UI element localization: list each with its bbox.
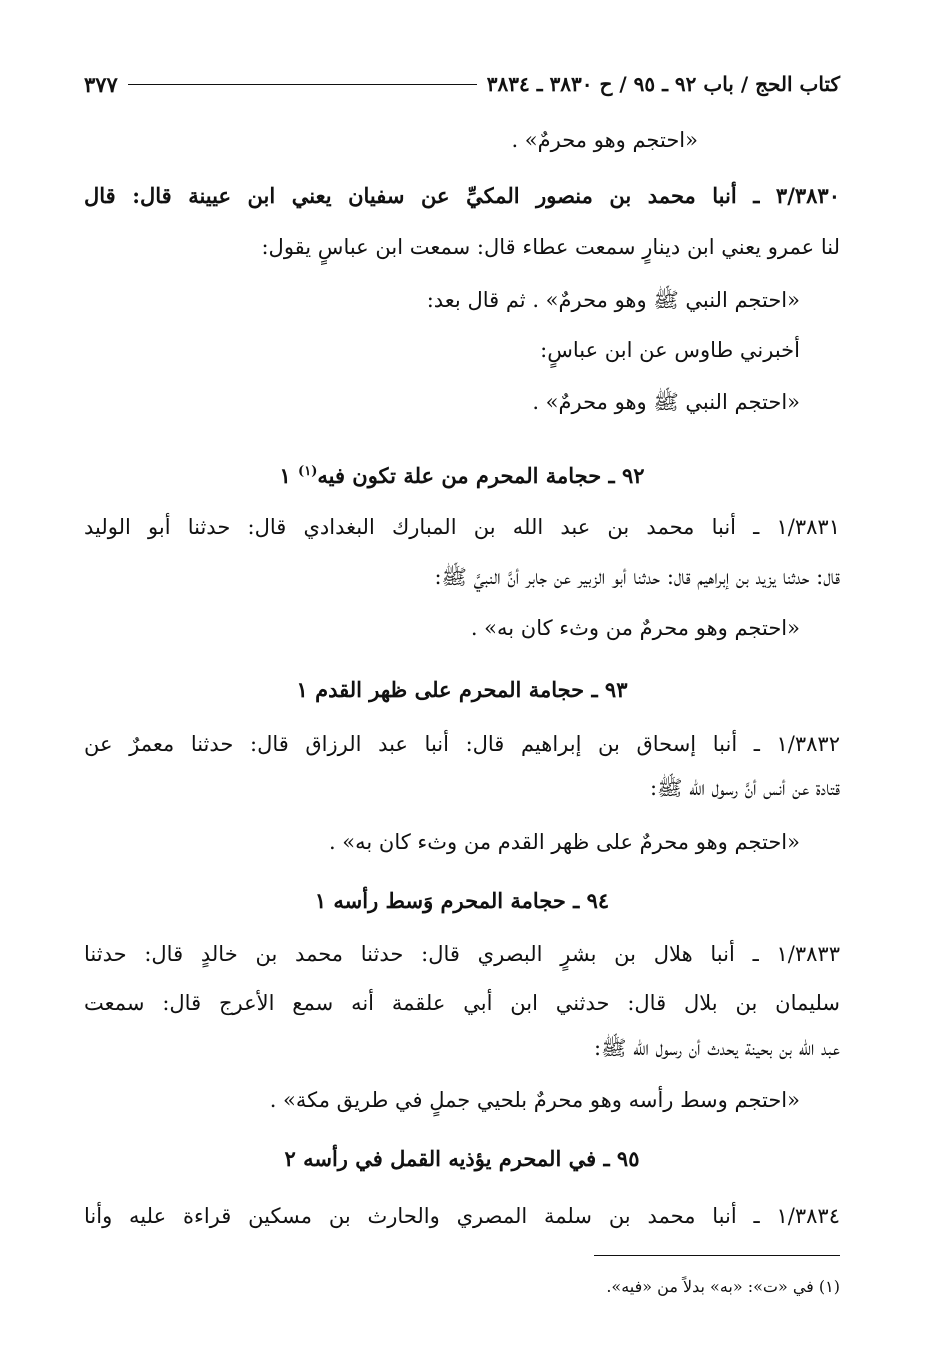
- footnote-ref: (١): [298, 464, 318, 479]
- text-line: قتادة عن أنس أنَّ رسول الله ﷺ:: [650, 776, 840, 800]
- section-heading-92: ٩٢ ـ حجامة المحرم من علة تكون فيه$^{(١)}$ ١: [279, 463, 645, 488]
- hadith-number-line: ٣/٣٨٣٠ ـ أنبا محمد بن منصور المكيِّ عن سفيان يعني ابن عيينة قال: قال: [84, 183, 840, 208]
- text-line: ١/٣٨٣٤ ـ أنبا محمد بن سلمة المصري والحارث بن مسكين قراءة عليه وأنا: [84, 1204, 840, 1228]
- text-line: ١/٣٨٣٢ ـ أنبا إسحاق بن إبراهيم قال: أنبا عبد الرزاق قال: حدثنا معمرٌ عن: [84, 732, 840, 756]
- text-line: «احتجم وهو محرمٌ على ظهر القدم من وثء كان به» .: [328, 830, 800, 854]
- footnote-divider: [594, 1255, 840, 1256]
- text-line: «احتجم وسط رأسه وهو محرمٌ بلحيي جملٍ في طريق مكة» .: [269, 1088, 800, 1112]
- section-heading-94: ٩٤ ـ حجامة المحرم وَسط رأسه ١: [314, 888, 610, 913]
- section-heading-93: ٩٣ ـ حجامة المحرم على ظهر القدم ١: [296, 677, 628, 702]
- page-number: ٣٧٧: [84, 71, 118, 97]
- section-heading-95: ٩٥ ـ في المحرم يؤذيه القمل في رأسه ٢: [284, 1146, 640, 1171]
- text-line: «احتجم وهو محرمٌ» .: [511, 128, 698, 152]
- text-line: ١/٣٨٣٣ ـ أنبا هلال بن بشرٍ البصري قال: حدثنا محمد بن خالدٍ قال: حدثنا: [84, 942, 840, 966]
- text-line: سليمان بن بلال قال: حدثني ابن أبي علقمة أنه سمع الأعرج قال: سمعت: [84, 991, 840, 1015]
- text-line: أخبرني طاوس عن ابن عباسٍ:: [540, 338, 800, 362]
- header-title: كتاب الحج / باب ٩٢ ـ ٩٥ / ح ٣٨٣٠ ـ ٣٨٣٤: [486, 72, 840, 96]
- header-rule: [128, 84, 477, 85]
- text-line: قال: حدثنا يزيد بن إبراهيم قال: حدثنا أبو الزبير عن جابر أنَّ النبيَّ ﷺ:: [434, 565, 840, 589]
- running-header: [84, 66, 840, 102]
- text-line: «احتجم النبي ﷺ وهو محرمٌ» . ثم قال بعد:: [426, 288, 800, 312]
- footnote: (١) في «ت»: «به» بدلاً من «فيه».: [606, 1277, 840, 1296]
- text-line: لنا عمرو يعني ابن دينارٍ سمعت عطاء قال: سمعت ابن عباسٍ يقول:: [261, 235, 840, 259]
- text-line: «احتجم النبي ﷺ وهو محرمٌ» .: [532, 390, 800, 414]
- text-line: عبد الله بن بحينة يحدث أن رسول الله ﷺ:: [594, 1036, 840, 1060]
- text-line: ١/٣٨٣١ ـ أنبا محمد بن عبد الله بن المبارك البغدادي قال: حدثنا أبو الوليد: [84, 515, 840, 539]
- text-line: «احتجم وهو محرمٌ من وثء كان به» .: [470, 616, 800, 640]
